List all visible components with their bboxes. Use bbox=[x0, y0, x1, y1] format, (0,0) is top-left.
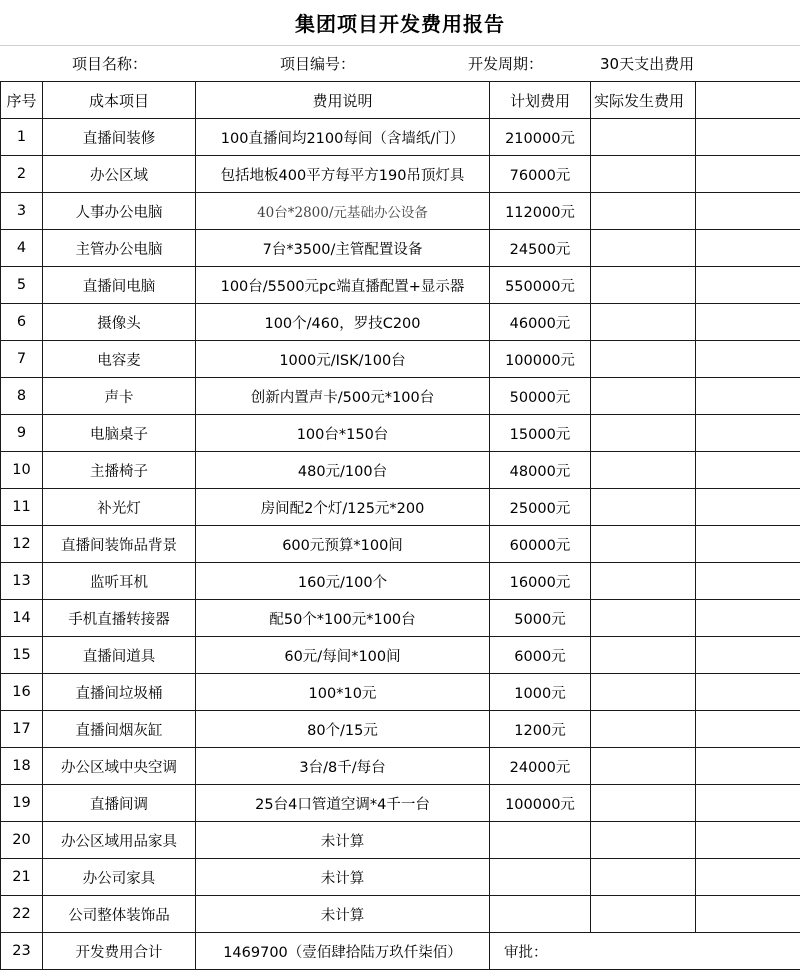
report-title: 集团项目开发费用报告 bbox=[295, 12, 505, 36]
actual-cost-cell[interactable] bbox=[591, 896, 696, 933]
cost-item-cell: 办公区域中央空调 bbox=[43, 748, 196, 785]
header-cost-item: 成本项目 bbox=[43, 82, 196, 119]
description-cell: 7台*3500/主管配置设备 bbox=[196, 230, 490, 267]
cost-item-cell: 电容麦 bbox=[43, 341, 196, 378]
cost-item-cell: 补光灯 bbox=[43, 489, 196, 526]
actual-cost-cell[interactable] bbox=[591, 674, 696, 711]
planned-cost-cell: 46000元 bbox=[490, 304, 591, 341]
table-row bbox=[1, 785, 800, 822]
description-cell: 80个/15元 bbox=[196, 711, 490, 748]
row-number-cell: 12 bbox=[1, 526, 43, 563]
actual-cost-cell[interactable] bbox=[591, 859, 696, 896]
cost-item-cell: 直播间装饰品背景 bbox=[43, 526, 196, 563]
actual-cost-cell[interactable] bbox=[591, 452, 696, 489]
row-number-cell: 18 bbox=[1, 748, 43, 785]
development-period-value: 30天支出费用 bbox=[600, 55, 695, 73]
table-row bbox=[1, 563, 800, 600]
description-cell: 未计算 bbox=[196, 859, 490, 896]
total-number-cell: 23 bbox=[1, 933, 43, 970]
header-planned-cost: 计划费用 bbox=[490, 82, 591, 119]
table-row bbox=[1, 637, 800, 674]
cost-item-cell: 主播椅子 bbox=[43, 452, 196, 489]
planned-cost-cell: 50000元 bbox=[490, 378, 591, 415]
description-cell: 未计算 bbox=[196, 896, 490, 933]
row-number-cell: 14 bbox=[1, 600, 43, 637]
row-number-cell: 7 bbox=[1, 341, 43, 378]
total-amount-cell: 1469700（壹佰肆拾陆万玖仟柒佰） bbox=[196, 933, 490, 970]
row-number-cell: 19 bbox=[1, 785, 43, 822]
row-number-cell: 8 bbox=[1, 378, 43, 415]
table-row bbox=[1, 304, 800, 341]
cost-item-cell: 直播间装修 bbox=[43, 119, 196, 156]
table-row bbox=[1, 119, 800, 156]
cost-item-cell: 公司整体装饰品 bbox=[43, 896, 196, 933]
description-cell: 包括地板400平方每平方190吊顶灯具 bbox=[196, 156, 490, 193]
actual-cost-cell[interactable] bbox=[591, 193, 696, 230]
row-number-cell: 16 bbox=[1, 674, 43, 711]
actual-cost-cell[interactable] bbox=[591, 600, 696, 637]
description-cell: 25台4口管道空调*4千一台 bbox=[196, 785, 490, 822]
empty-cell[interactable] bbox=[696, 563, 800, 600]
empty-cell[interactable] bbox=[696, 674, 800, 711]
table-row bbox=[1, 489, 800, 526]
empty-cell[interactable] bbox=[696, 230, 800, 267]
cost-item-cell: 办公区域用品家具 bbox=[43, 822, 196, 859]
table-row bbox=[1, 193, 800, 230]
empty-cell[interactable] bbox=[696, 304, 800, 341]
cost-item-cell: 摄像头 bbox=[43, 304, 196, 341]
project-number-label: 项目编号： bbox=[280, 55, 356, 73]
planned-cost-cell: 16000元 bbox=[490, 563, 591, 600]
actual-cost-cell[interactable] bbox=[591, 304, 696, 341]
description-cell: 1000元/ISK/100台 bbox=[196, 341, 490, 378]
actual-cost-cell[interactable] bbox=[591, 563, 696, 600]
header-empty-cell[interactable] bbox=[696, 82, 800, 119]
planned-cost-cell: 48000元 bbox=[490, 452, 591, 489]
planned-cost-cell: 112000元 bbox=[490, 193, 591, 230]
planned-cost-cell: 24500元 bbox=[490, 230, 591, 267]
table-row bbox=[1, 526, 800, 563]
actual-cost-cell[interactable] bbox=[591, 119, 696, 156]
cost-item-cell: 办公司家具 bbox=[43, 859, 196, 896]
table-row bbox=[1, 415, 800, 452]
actual-cost-cell[interactable] bbox=[591, 489, 696, 526]
row-number-cell: 22 bbox=[1, 896, 43, 933]
empty-cell[interactable] bbox=[696, 711, 800, 748]
planned-cost-cell bbox=[490, 859, 591, 896]
table-row bbox=[1, 230, 800, 267]
row-number-cell: 21 bbox=[1, 859, 43, 896]
description-cell: 600元预算*100间 bbox=[196, 526, 490, 563]
table-row bbox=[1, 711, 800, 748]
planned-cost-cell: 100000元 bbox=[490, 785, 591, 822]
planned-cost-cell: 100000元 bbox=[490, 341, 591, 378]
planned-cost-cell: 76000元 bbox=[490, 156, 591, 193]
table-header-row bbox=[1, 82, 800, 119]
actual-cost-cell[interactable] bbox=[591, 822, 696, 859]
actual-cost-cell[interactable] bbox=[591, 748, 696, 785]
cost-item-cell: 直播间道具 bbox=[43, 637, 196, 674]
row-number-cell: 5 bbox=[1, 267, 43, 304]
empty-cell[interactable] bbox=[696, 119, 800, 156]
description-cell: 100台/5500元pc端直播配置+显示器 bbox=[196, 267, 490, 304]
table-row bbox=[1, 267, 800, 304]
planned-cost-cell: 25000元 bbox=[490, 489, 591, 526]
planned-cost-cell: 210000元 bbox=[490, 119, 591, 156]
description-cell: 160元/100个 bbox=[196, 563, 490, 600]
row-number-cell: 4 bbox=[1, 230, 43, 267]
cost-item-cell: 手机直播转接器 bbox=[43, 600, 196, 637]
table-row bbox=[1, 748, 800, 785]
cost-item-cell: 电脑桌子 bbox=[43, 415, 196, 452]
row-number-cell: 9 bbox=[1, 415, 43, 452]
description-cell: 100台*150台 bbox=[196, 415, 490, 452]
empty-cell[interactable] bbox=[696, 822, 800, 859]
cost-item-cell: 监听耳机 bbox=[43, 563, 196, 600]
actual-cost-cell[interactable] bbox=[591, 230, 696, 267]
planned-cost-cell: 5000元 bbox=[490, 600, 591, 637]
planned-cost-cell: 550000元 bbox=[490, 267, 591, 304]
row-number-cell: 11 bbox=[1, 489, 43, 526]
empty-cell[interactable] bbox=[696, 785, 800, 822]
planned-cost-cell: 1000元 bbox=[490, 674, 591, 711]
description-cell: 100*10元 bbox=[196, 674, 490, 711]
empty-cell[interactable] bbox=[696, 415, 800, 452]
cost-item-cell: 直播间电脑 bbox=[43, 267, 196, 304]
cost-item-cell: 直播间烟灰缸 bbox=[43, 711, 196, 748]
row-number-cell: 6 bbox=[1, 304, 43, 341]
project-name-label: 项目名称： bbox=[72, 55, 148, 73]
empty-cell[interactable] bbox=[696, 193, 800, 230]
description-cell: 40台*2800/元基础办公设备 bbox=[196, 193, 490, 230]
empty-cell[interactable] bbox=[696, 526, 800, 563]
header-description: 费用说明 bbox=[196, 82, 490, 119]
actual-cost-cell[interactable] bbox=[591, 341, 696, 378]
table-row bbox=[1, 859, 800, 896]
row-number-cell: 1 bbox=[1, 119, 43, 156]
empty-cell[interactable] bbox=[696, 378, 800, 415]
row-number-cell: 13 bbox=[1, 563, 43, 600]
row-number-cell: 20 bbox=[1, 822, 43, 859]
empty-cell[interactable] bbox=[696, 489, 800, 526]
actual-cost-cell[interactable] bbox=[591, 637, 696, 674]
description-cell: 60元/每间*100间 bbox=[196, 637, 490, 674]
empty-cell[interactable] bbox=[696, 859, 800, 896]
empty-cell[interactable] bbox=[696, 637, 800, 674]
empty-cell[interactable] bbox=[696, 452, 800, 489]
cost-item-cell: 人事办公电脑 bbox=[43, 193, 196, 230]
row-number-cell: 2 bbox=[1, 156, 43, 193]
cost-item-cell: 直播间调 bbox=[43, 785, 196, 822]
actual-cost-cell[interactable] bbox=[591, 785, 696, 822]
description-cell: 配50个*100元*100台 bbox=[196, 600, 490, 637]
description-cell: 480元/100台 bbox=[196, 452, 490, 489]
planned-cost-cell: 24000元 bbox=[490, 748, 591, 785]
actual-cost-cell[interactable] bbox=[591, 378, 696, 415]
row-number-cell: 15 bbox=[1, 637, 43, 674]
row-number-cell: 10 bbox=[1, 452, 43, 489]
cost-item-cell: 主管办公电脑 bbox=[43, 230, 196, 267]
table-row bbox=[1, 822, 800, 859]
cost-item-cell: 办公区域 bbox=[43, 156, 196, 193]
empty-cell[interactable] bbox=[696, 341, 800, 378]
actual-cost-cell[interactable] bbox=[591, 526, 696, 563]
planned-cost-cell bbox=[490, 822, 591, 859]
table-row bbox=[1, 600, 800, 637]
actual-cost-cell[interactable] bbox=[591, 415, 696, 452]
planned-cost-cell: 15000元 bbox=[490, 415, 591, 452]
header-actual-cost: 实际发生费用 bbox=[591, 82, 696, 119]
planned-cost-cell: 60000元 bbox=[490, 526, 591, 563]
planned-cost-cell: 1200元 bbox=[490, 711, 591, 748]
table-row bbox=[1, 674, 800, 711]
description-cell: 100直播间均2100每间（含墙纸/门） bbox=[196, 119, 490, 156]
cost-item-cell: 声卡 bbox=[43, 378, 196, 415]
approval-cell[interactable]: 审批： bbox=[490, 933, 800, 970]
planned-cost-cell: 6000元 bbox=[490, 637, 591, 674]
description-cell: 100个/460，罗技C200 bbox=[196, 304, 490, 341]
table-row bbox=[1, 378, 800, 415]
table-row bbox=[1, 896, 800, 933]
empty-cell[interactable] bbox=[696, 600, 800, 637]
row-number-cell: 3 bbox=[1, 193, 43, 230]
actual-cost-cell[interactable] bbox=[591, 156, 696, 193]
actual-cost-cell[interactable] bbox=[591, 267, 696, 304]
total-row bbox=[1, 933, 800, 970]
empty-cell[interactable] bbox=[696, 896, 800, 933]
empty-cell[interactable] bbox=[696, 748, 800, 785]
planned-cost-cell bbox=[490, 896, 591, 933]
total-label-cell: 开发费用合计 bbox=[43, 933, 196, 970]
header-no: 序号 bbox=[1, 82, 43, 119]
empty-cell[interactable] bbox=[696, 156, 800, 193]
development-period-label: 开发周期： bbox=[468, 55, 544, 73]
actual-cost-cell[interactable] bbox=[591, 711, 696, 748]
description-cell: 未计算 bbox=[196, 822, 490, 859]
expense-table bbox=[0, 81, 800, 970]
table-row bbox=[1, 341, 800, 378]
cost-item-cell: 直播间垃圾桶 bbox=[43, 674, 196, 711]
description-cell: 创新内置声卡/500元*100台 bbox=[196, 378, 490, 415]
table-row bbox=[1, 452, 800, 489]
description-cell: 房间配2个灯/125元*200 bbox=[196, 489, 490, 526]
table-row bbox=[1, 156, 800, 193]
project-info-row bbox=[0, 45, 800, 82]
row-number-cell: 17 bbox=[1, 711, 43, 748]
empty-cell[interactable] bbox=[696, 267, 800, 304]
description-cell: 3台/8千/每台 bbox=[196, 748, 490, 785]
